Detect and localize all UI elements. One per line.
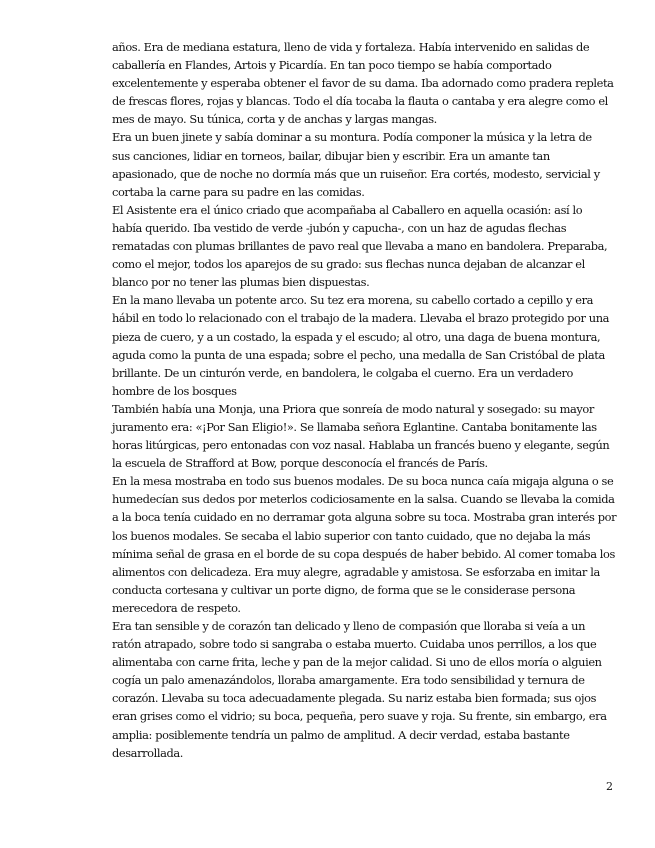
text-line: hombre de los bosques [112,383,237,398]
text-line: En la mesa mostraba en todo sus buenos modales. De su boca nunca caía migaja alguna o se [112,474,614,489]
text-line: eran grises como el vidrio; su boca, pequeña, pero suave y roja. Su frente, sin embargo, era [112,709,607,724]
text-line: hábil en todo lo relacionado con el trabajo de la madera. Llevaba el brazo protegido por una [112,311,610,326]
text-line: a la boca tenía cuidado en no derramar gota alguna sobre su toca. Mostraba gran interés por [112,510,617,525]
text-line: El Asistente era el único criado que acompañaba al Caballero en aquella ocasión: así lo [112,202,583,217]
text-line: caballería en Flandes, Artois y Picardía. En tan poco tiempo se había comportado [112,58,552,73]
text-line: de frescas flores, rojas y blancas. Todo el día tocaba la flauta o cantaba y era alegre como el [112,94,608,109]
text-line: En la mano llevaba un potente arco. Su tez era morena, su cabello cortado a cepillo y era [112,293,594,308]
text-line: había querido. Iba vestido de verde -jubón y capucha-, con un haz de agudas flechas [112,220,567,235]
text-line: También había una Monja, una Priora que sonreía de modo natural y sosegado: su mayor [112,401,594,416]
text-line: merecedora de respeto. [112,600,241,615]
text-line: desarrollada. [112,745,183,760]
text-line: brillante. De un cinturón verde, en bandolera, le colgaba el cuerno. Era un verdadero [112,365,574,380]
text-line: cogía un palo amenazándolos, lloraba amargamente. Era todo sensibilidad y ternura de [112,673,585,688]
text-line: como el mejor, todos los aparejos de su grado: sus flechas nunca dejaban de alcanzar el [112,257,585,272]
text-line: sus canciones, lidiar en torneos, bailar, dibujar bien y escribir. Era un amante tan [112,148,550,163]
text-line: la escuela de Strafford at Bow, porque desconocía el francés de París. [112,456,488,471]
text-line: los buenos modales. Se secaba el labio superior con tanto cuidado, que no dejaba la más [112,528,591,543]
text-line: humedecían sus dedos por meterlos codiciosamente en la salsa. Cuando se llevaba la comida [112,492,615,507]
text-line: alimentos con delicadeza. Era muy alegre, agradable y amistosa. Se esforzaba en imitar la [112,564,600,579]
text-line: horas litúrgicas, pero entonadas con voz nasal. Hablaba un francés bueno y elegante, según [112,438,610,453]
text-line: juramento era: «¡Por San Eligio!». Se llamaba señora Eglantine. Cantaba bonitamente las [112,419,597,434]
text-line: Era un buen jinete y sabía dominar a su montura. Podía componer la música y la letra de [112,130,592,145]
text-line: años. Era de mediana estatura, lleno de vida y fortaleza. Había intervenido en salidas de [112,40,590,54]
text-line: aguda como la punta de una espada; sobre el pecho, una medalla de San Cristóbal de plata [112,347,605,362]
text-line: blanco por no tener las plumas bien dispuestas. [112,275,370,290]
page-body-text [112,38,632,762]
text-line: pieza de cuero, y a un costado, la espada y el escudo; al otro, una daga de buena montura, [112,329,601,344]
text-line: corazón. Llevaba su toca adecuadamente plegada. Su nariz estaba bien formada; sus ojos [112,691,597,706]
text-line: mínima señal de grasa en el borde de su copa después de haber bebido. Al comer tomaba los [112,546,615,561]
text-line: alimentaba con carne frita, leche y pan de la mejor calidad. Si uno de ellos moría o alguien [112,655,602,670]
text-line: rematadas con plumas brillantes de pavo real que llevaba a mano en bandolera. Preparaba, [112,239,608,254]
text-line: mes de mayo. Su túnica, corta y de anchas y largas mangas. [112,112,437,127]
text-line: conducta cortesana y cultivar un porte digno, de forma que se le considerase persona [112,582,576,597]
page-number: 2 [606,780,613,793]
text-line: Era tan sensible y de corazón tan delicado y lleno de compasión que lloraba si veía a un [112,619,586,633]
text-line: amplia: posiblemente tendría un palmo de amplitud. A decir verdad, estaba bastante [112,727,570,742]
text-line: apasionado, que de noche no dormía más que un ruiseñor. Era cortés, modesto, servicial y [112,166,600,181]
text-line: ratón atrapado, sobre todo si sangraba o estaba muerto. Cuidaba unos perrillos, a los que [112,637,597,652]
text-line: excelentemente y esperaba obtener el favor de su dama. Iba adornado como pradera repleta [112,76,614,91]
text-line: cortaba la carne para su padre en las comidas. [112,184,365,199]
